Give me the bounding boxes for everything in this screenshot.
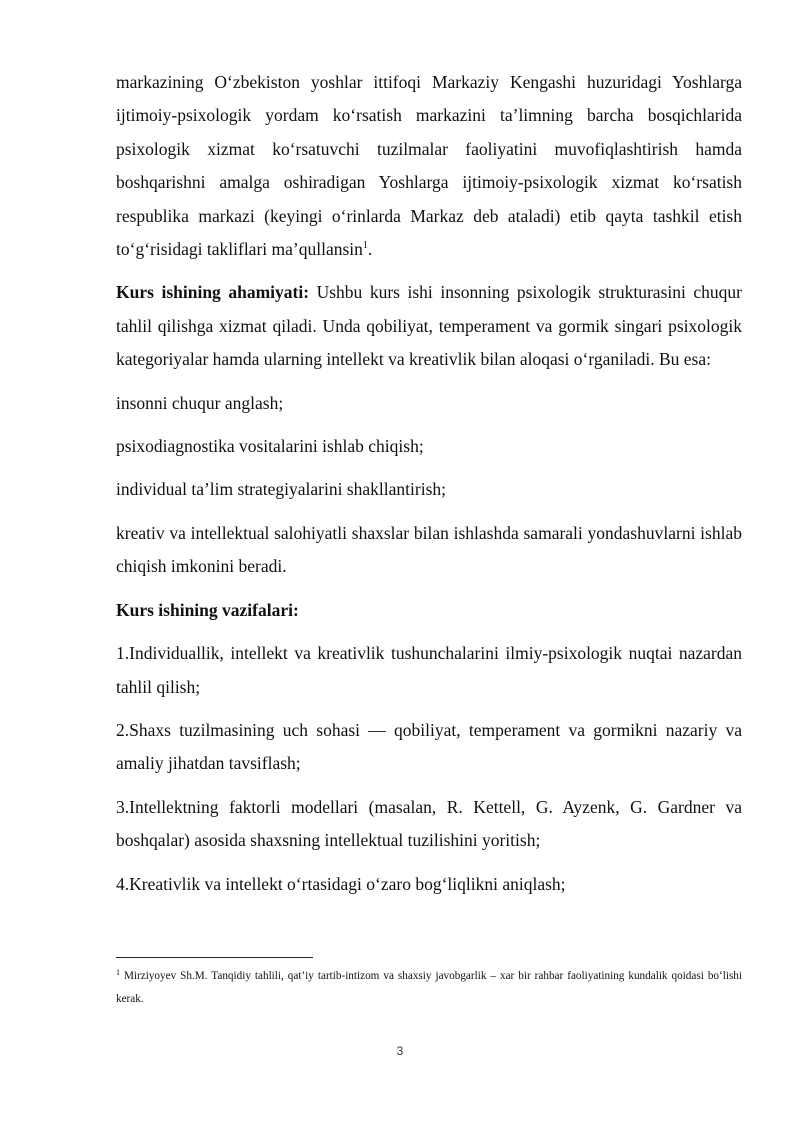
- tasks-heading: Kurs ishining vazifalari:: [116, 599, 299, 620]
- intro-text: markazining O‘zbekiston yoshlar ittifoqi Markaziy Kengashi huzuridagi Yoshlarga ijtimoiy-psixologik yordam ko‘rsatish markazini ta’limning barcha bosqichlarida psixologik xizmat ko‘rsatuvchi tuzilmalar faoliyatini muvofiqlashtirish hamda boshqarishni amalga oshiradigan Yoshlarga ijtimoiy-psixologik xizmat ko‘rsatish respublika markazi (keyingi o‘rinlarda Markaz deb ataladi) etib qayta tashkil etish to‘g‘risidagi takliflari ma’qullansin: [116, 72, 742, 260]
- task-item: 4.Kreativlik va intellekt o‘rtasidagi o‘zaro bog‘liqlikni aniqlash;: [116, 873, 566, 894]
- footnote-marker: 1: [116, 968, 120, 977]
- document-body: [116, 66, 742, 901]
- benefit-item: psixodiagnostika vositalarini ishlab chiqish;: [116, 436, 424, 457]
- footnote-text: Mirziyoyev Sh.M. Tanqidiy tahlili, qat’iy tartib-intizom va shaxsiy javobgarlik – xar bir rahbar faoliyatining kundalik qoidasi bo‘lishi kerak.: [116, 970, 742, 1005]
- intro-paragraph: [116, 66, 742, 266]
- intro-period: .: [367, 239, 373, 260]
- footnote-reference: 1: [362, 240, 368, 252]
- benefit-item: kreativ va intellektual salohiyatli shaxslar bilan ishlashda samarali yondashuvlarni ishlab chiqish imkonini beradi.: [116, 522, 742, 577]
- benefit-item: insonni chuqur anglash;: [116, 392, 284, 413]
- importance-label: Kurs ishining ahamiyati:: [116, 282, 310, 303]
- footnote-separator: [116, 957, 313, 958]
- importance-text: Ushbu kurs ishi insonning psixologik strukturasini chuqur tahlil qilishga xizmat qiladi. Unda qobiliyat, temperament va gormik singari psixologik kategoriyalar hamda ularning intellekt va kreativlik bilan aloqasi o‘rganiladi. Bu esa:: [116, 282, 742, 370]
- task-item: 1.Individuallik, intellekt va kreativlik tushunchalarini ilmiy-psixologik nuqtai nazardan tahlil qilish;: [116, 643, 742, 697]
- benefit-item: individual ta’lim strategiyalarini shakllantirish;: [116, 479, 446, 500]
- task-item: 3.Intellektning faktorli modellari (masalan, R. Kettell, G. Ayzenk, G. Gardner va boshqalar) asosida shaxsning intellektual tuzilishini yoritish;: [116, 796, 742, 851]
- footnote: [116, 965, 742, 1011]
- task-item: 2.Shaxs tuzilmasining uch sohasi — qobiliyat, temperament va gormikni nazariy va amaliy jihatdan tavsiflash;: [116, 719, 742, 774]
- importance-paragraph: [116, 276, 742, 376]
- page-number: 3: [396, 1044, 404, 1058]
